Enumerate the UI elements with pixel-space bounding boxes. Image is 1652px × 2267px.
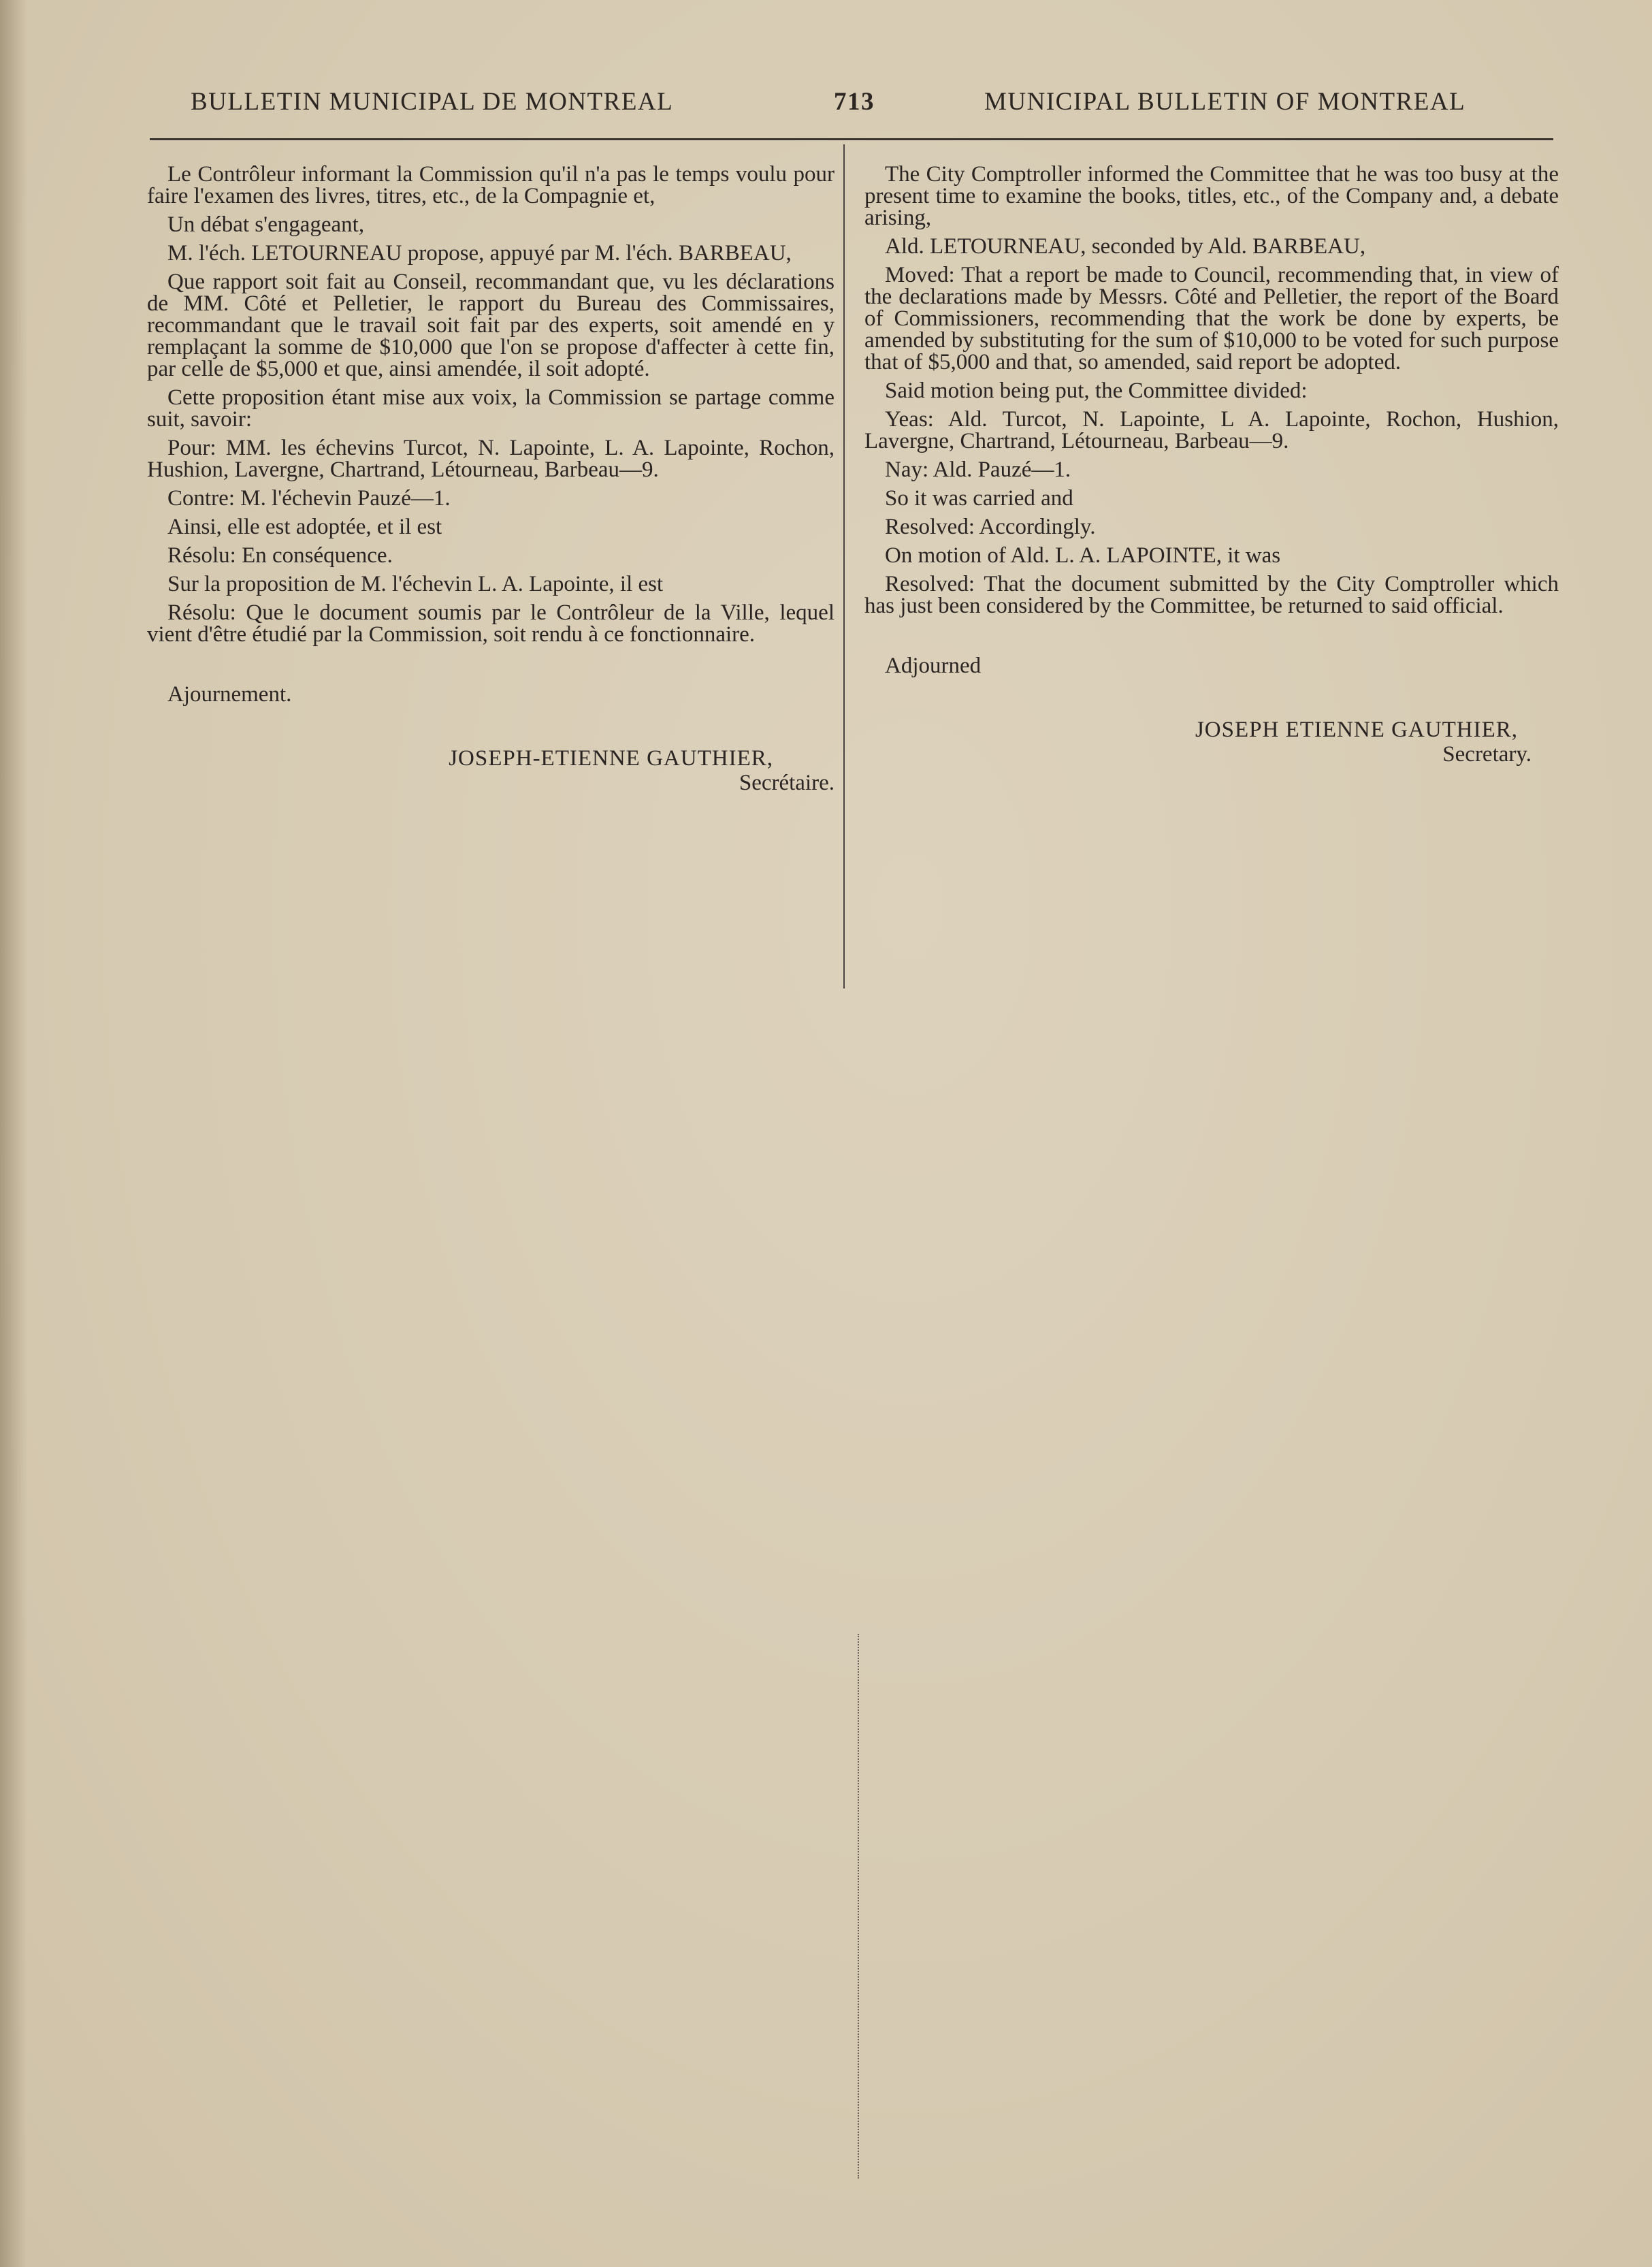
binding-shadow — [0, 0, 27, 2267]
header-title-french: BULLETIN MUNICIPAL DE MONTREAL — [191, 88, 674, 116]
header-rule — [150, 138, 1553, 140]
english-paragraph: Resolved: Accordingly. — [885, 515, 1096, 539]
french-paragraph: Cette proposition étant mise aux voix, la Commission se partage comme suit, savoir: — [147, 385, 835, 432]
running-head — [0, 87, 1652, 121]
english-paragraph: Resolved: That the document submitted by the City Comptroller which has just been considered by the Committee, be returned to said official. — [864, 572, 1559, 618]
french-paragraph: Contre: M. l'échevin Pauzé—1. — [167, 486, 451, 511]
english-column — [864, 163, 1559, 765]
page-number: 713 — [834, 88, 875, 116]
english-signature-title: Secretary. — [1442, 742, 1532, 767]
french-adjournment: Ajournement. — [167, 682, 292, 707]
french-column — [147, 163, 835, 794]
english-paragraph: Nay: Ald. Pauzé—1. — [885, 457, 1071, 482]
french-paragraph: Un débat s'engageant, — [167, 212, 365, 237]
french-paragraph: Résolu: Que le document soumis par le Contrôleur de la Ville, lequel vient d'être étudié par la Commission, soit rendu à ce fonctionnaire. — [147, 600, 835, 647]
french-signature-name: JOSEPH-ETIENNE GAUTHIER, — [449, 746, 773, 771]
english-paragraph: On motion of Ald. L. A. LAPOINTE, it was — [885, 543, 1281, 568]
column-divider-dotted — [858, 1634, 859, 2178]
french-paragraph: M. l'éch. LETOURNEAU propose, appuyé par M. l'éch. BARBEAU, — [167, 241, 792, 266]
english-adjournment: Adjourned — [885, 654, 982, 678]
column-divider — [843, 144, 845, 988]
english-paragraph: Said motion being put, the Committee divided: — [885, 379, 1308, 403]
english-signature-name: JOSEPH ETIENNE GAUTHIER, — [1195, 718, 1518, 742]
english-paragraph: Moved: That a report be made to Council, recommending that, in view of the declarations made by Messrs. Côté and Pelletier, the report of the Board of Commissioners, recommending that the work be done by experts, be amended by substituting for the sum of $10,000 to be voted for such purpose that of $5,000 and that, so amended, said report be adopted. — [864, 263, 1559, 374]
english-paragraph: The City Comptroller informed the Committee that he was too busy at the present time to examine the books, titles, etc., of the Company and, a debate arising, — [864, 162, 1559, 230]
french-paragraph: Le Contrôleur informant la Commission qu'il n'a pas le temps voulu pour faire l'examen des livres, titres, etc., de la Compagnie et, — [147, 162, 835, 208]
header-title-english: MUNICIPAL BULLETIN OF MONTREAL — [984, 88, 1466, 116]
french-signature-title: Secrétaire. — [739, 771, 835, 795]
french-paragraph: Sur la proposition de M. l'échevin L. A. Lapointe, il est — [167, 572, 664, 596]
english-paragraph: Yeas: Ald. Turcot, N. Lapointe, L A. Lapointe, Rochon, Hushion, Lavergne, Chartrand, Létourneau, Barbeau—9. — [864, 407, 1559, 453]
english-paragraph: So it was carried and — [885, 486, 1073, 511]
english-paragraph: Ald. LETOURNEAU, seconded by Ald. BARBEAU, — [885, 234, 1366, 259]
french-paragraph: Pour: MM. les échevins Turcot, N. Lapointe, L. A. Lapointe, Rochon, Hushion, Lavergne, Chartrand, Létourneau, Barbeau—9. — [147, 436, 835, 482]
french-paragraph: Ainsi, elle est adoptée, et il est — [167, 515, 442, 539]
french-paragraph: Que rapport soit fait au Conseil, recommandant que, vu les déclarations de MM. Côté et Pelletier, le rapport du Bureau des Commissaires, recommandant que le travail soit fait par des experts, soit amendé en y remplaçant la somme de $10,000 que l'on se propose d'affecter à cette fin, par celle de $5,000 et que, ainsi amendée, il soit adopté. — [147, 270, 835, 381]
french-paragraph: Résolu: En conséquence. — [167, 543, 393, 568]
